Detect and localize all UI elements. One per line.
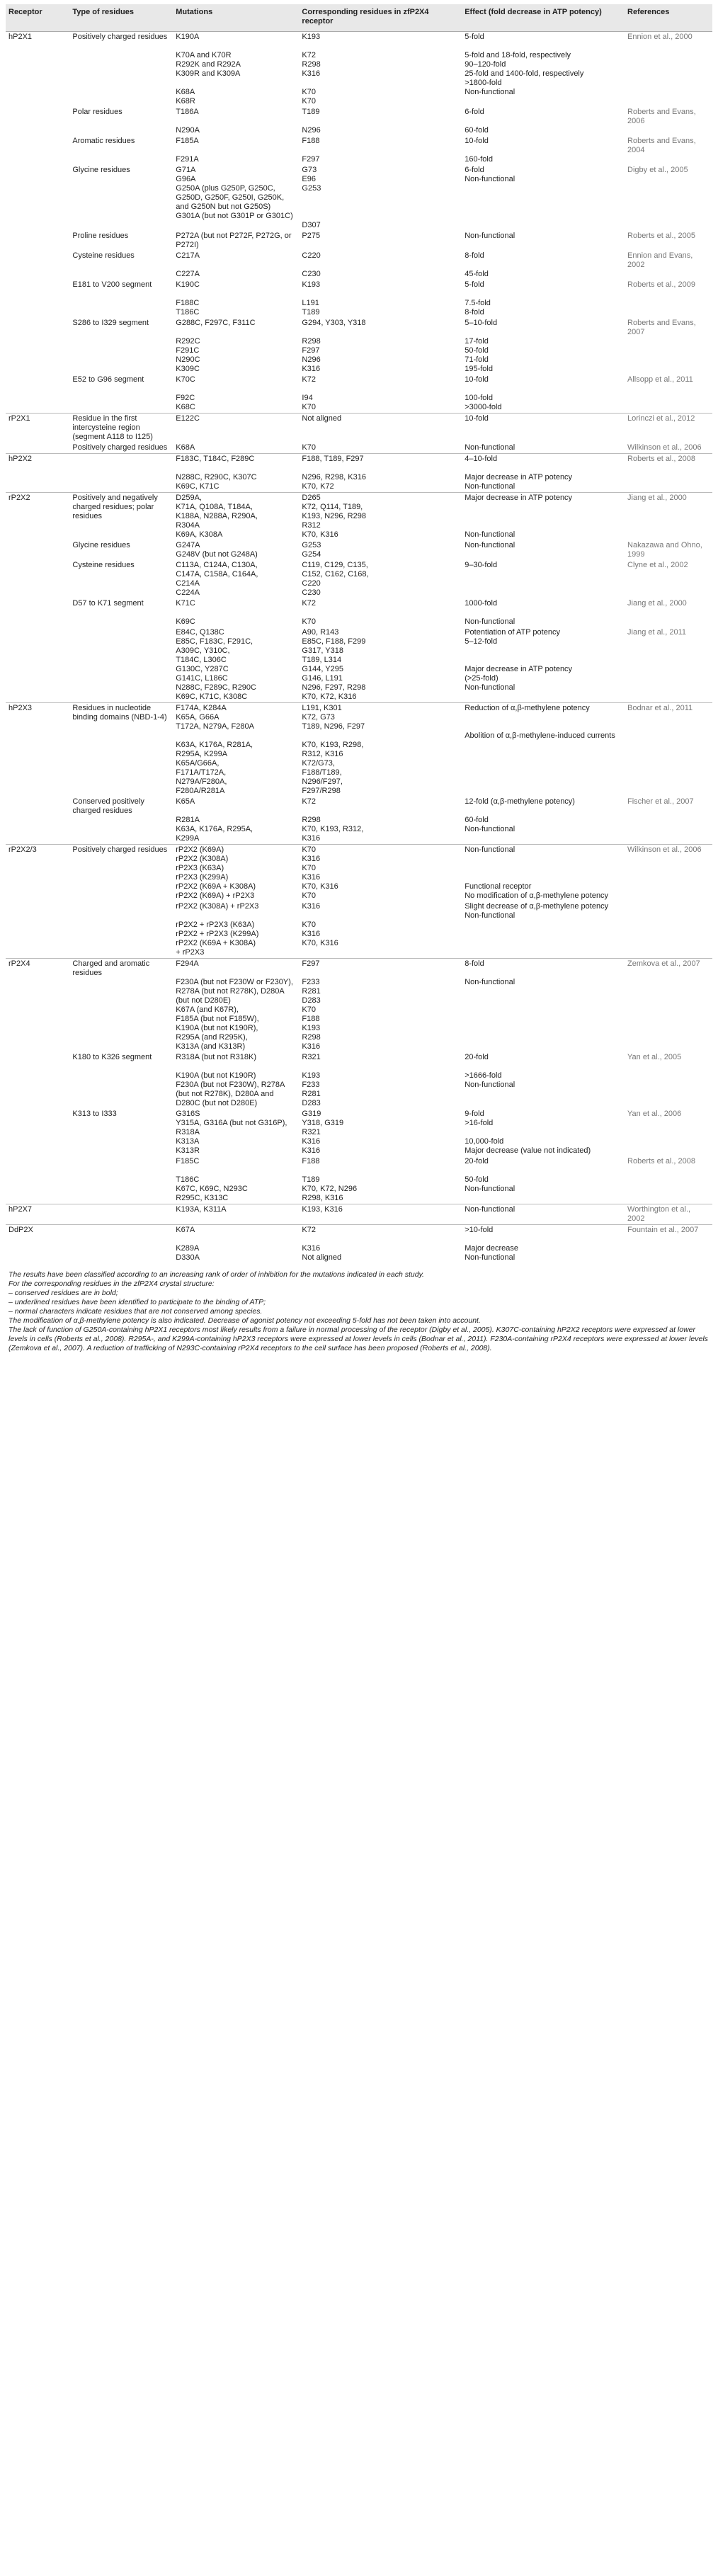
receptor-cell bbox=[6, 598, 69, 627]
type-cell: Positively charged residues bbox=[69, 32, 173, 108]
table-row bbox=[6, 375, 712, 414]
receptor-cell: hP2X7 bbox=[6, 1204, 69, 1225]
residues-cell: K193 K72 R298 K316 K70 K70 bbox=[299, 32, 462, 108]
effect-cell: Non-functional bbox=[465, 232, 515, 240]
residues-cell: K70 bbox=[302, 443, 316, 452]
receptor-cell: DdP2X bbox=[6, 1225, 69, 1264]
type-cell: K180 to K326 segment bbox=[72, 1053, 152, 1061]
residues-cell: G294, Y303, Y318 R298 F297 N296 K316 bbox=[302, 319, 366, 373]
residues-cell: D265 K72, Q114, T189, K193, N296, R298 R312 K70, K316 bbox=[299, 493, 462, 541]
effect-cell: Slight decrease of α,β-methylene potency Non-functional bbox=[465, 902, 609, 920]
reference-cell: Fischer et al., 2007 bbox=[627, 797, 694, 806]
table-footnotes bbox=[6, 1263, 712, 1353]
table-row bbox=[6, 1156, 712, 1204]
type-cell: K313 to I333 bbox=[72, 1110, 117, 1118]
mutations-cell: E84C, Q138C E85C, F183C, F291C, A309C, Y310C, T184C, L306C G130C, Y287C G141C, L186C N288C, F289C, R290C K69C, K71C, K308C bbox=[176, 628, 256, 701]
effect-cell: Non-functional bbox=[465, 443, 515, 452]
header-type: Type of residues bbox=[69, 4, 173, 32]
header-residues: Corresponding residues in zfP2X4 receptor bbox=[299, 4, 462, 32]
type-cell: E181 to V200 segment bbox=[72, 280, 152, 289]
table-row bbox=[6, 414, 712, 443]
effect-cell: 6-fold Non-functional bbox=[465, 166, 515, 183]
receptor-cell bbox=[6, 1052, 69, 1109]
residues-cell: K316 K70 K316 K70, K316 bbox=[302, 902, 338, 947]
receptor-cell bbox=[6, 375, 69, 414]
reference-cell: Ennion and Evans, 2002 bbox=[627, 251, 693, 269]
effect-cell: 9–30-fold bbox=[465, 561, 498, 569]
mutations-cell: G247A G248V (but not G248A) bbox=[176, 541, 258, 559]
table-row bbox=[6, 598, 712, 627]
footnote: – conserved residues are in bold; bbox=[8, 1289, 118, 1297]
residues-cell: K72 I94 K70 bbox=[302, 375, 316, 411]
mutations-cell: F183C, T184C, F289C N288C, R290C, K307C K69C, K71C bbox=[173, 454, 299, 493]
table-row bbox=[6, 32, 712, 108]
residues-cell: K193 L191 T189 bbox=[302, 280, 321, 317]
type-cell: Polar residues bbox=[72, 108, 122, 116]
mutations-cell: C113A, C124A, C130A, C147A, C158A, C164A, C214A C224A bbox=[176, 561, 258, 597]
effect-cell: Potentiation of ATP potency 5–12-fold Major decrease in ATP potency (>25-fold) Non-functional bbox=[465, 628, 573, 692]
effect-cell: Major decrease in ATP potency Non-functional bbox=[462, 493, 625, 541]
mutations-cell: K68A bbox=[176, 443, 195, 452]
mutations-cell: rP2X2 (K69A) rP2X2 (K308A) rP2X3 (K63A) rP2X3 (K299A) rP2X2 (K69A + K308A) rP2X2 (K69A) + rP2X3 bbox=[173, 845, 299, 902]
header-receptor: Receptor bbox=[6, 4, 69, 32]
residues-cell: C119, C129, C135, C152, C162, C168, C220 C230 bbox=[302, 561, 369, 597]
residues-cell: F188, T189, F297 N296, R298, K316 K70, K72 bbox=[299, 454, 462, 493]
type-cell: Residue in the first intercysteine region (segment A118 to I125) bbox=[69, 414, 173, 443]
effect-cell: 8-fold 45-fold bbox=[465, 251, 489, 278]
type-cell: D57 to K71 segment bbox=[72, 599, 144, 608]
effect-cell: 10-fold bbox=[462, 414, 625, 443]
table-row bbox=[6, 540, 712, 560]
receptor-cell bbox=[6, 1156, 69, 1204]
mutations-cell: F294A F230A (but not F230W or F230Y), R278A (but not R278K), D280A (but not D280E) K67A (and K67R), F185A (but not F185W), K190A (but not K190R), R295A (and R295K), K313A (and K313R) bbox=[173, 959, 299, 1053]
receptor-cell: hP2X1 bbox=[6, 32, 69, 108]
effect-cell: 12-fold (α,β-methylene potency) 60-fold Non-functional bbox=[465, 797, 575, 833]
receptor-cell: hP2X3 bbox=[6, 703, 69, 797]
type-cell: S286 to I329 segment bbox=[72, 319, 149, 327]
mutations-cell: C217A C227A bbox=[176, 251, 200, 278]
mutations-cell: T186A N290A bbox=[176, 108, 200, 135]
table-header-row bbox=[6, 4, 712, 32]
type-cell bbox=[69, 901, 173, 959]
footnote: – underlined residues have been identified to participate to the binding of ATP; bbox=[8, 1298, 266, 1306]
receptor-cell bbox=[6, 251, 69, 280]
table-row bbox=[6, 1109, 712, 1156]
reference-cell: Wilkinson et al., 2006 bbox=[625, 845, 712, 902]
type-cell bbox=[69, 1204, 173, 1225]
reference-cell: Allsopp et al., 2011 bbox=[627, 375, 693, 384]
residues-cell: K72 K70 bbox=[302, 599, 316, 626]
reference-cell: Ennion et al., 2000 bbox=[625, 32, 712, 108]
table-row bbox=[6, 1052, 712, 1109]
residues-cell: L191, K301 K72, G73 T189, N296, F297 K70, K193, R298, R312, K316 K72/G73, F188/T189, N296/F297, F297/R298 bbox=[299, 703, 462, 797]
mutations-cell: K193A, K311A bbox=[173, 1204, 299, 1225]
effect-cell: >10-fold Major decrease Non-functional bbox=[462, 1225, 625, 1264]
reference-cell: Roberts and Evans, 2006 bbox=[627, 108, 696, 125]
footnote: The lack of function of G250A-containing hP2X1 receptors most likely results from a failure in normal processing of the receptor (Digby et al., 2005). K307C-containing hP2X2 receptors were expressed at lower levels in cells (Roberts et al., 2008). R295A-, and K299A-containing hP2X3 receptors were expressed at lower levels in cells (Bodnar et al., 2011). F230A-containing rP2X4 receptors were expressed at lower levels (Zemkova et al., 2007). A reduction of trafficking of N293C-containing rP2X4 receptors to the cell surface has been proposed (Roberts et al., 2008). bbox=[8, 1326, 708, 1352]
effect-cell: 20-fold >1666-fold Non-functional bbox=[465, 1053, 515, 1089]
type-cell: Aromatic residues bbox=[72, 137, 135, 145]
residues-cell: K70 K316 K70 K316 K70, K316 K70 bbox=[299, 845, 462, 902]
reference-cell: Roberts et al., 2009 bbox=[627, 280, 696, 289]
table-row bbox=[6, 318, 712, 375]
effect-cell: 8-fold Non-functional bbox=[462, 959, 625, 1053]
mutations-cell: E122C bbox=[173, 414, 299, 443]
mutations-cell: rP2X2 (K308A) + rP2X3 rP2X2 + rP2X3 (K63A) rP2X2 + rP2X3 (K299A) rP2X2 (K69A + K308A) + rP2X3 bbox=[176, 902, 259, 957]
type-cell: Cysteine residues bbox=[72, 561, 135, 569]
header-mutations: Mutations bbox=[173, 4, 299, 32]
effect-cell: 10-fold 160-fold bbox=[465, 137, 493, 164]
mutations-cell: K67A K289A D330A bbox=[173, 1225, 299, 1264]
residues-cell: G73 E96 G253 D307 bbox=[302, 166, 321, 229]
mutations-cell: F185C T186C K67C, K69C, N293C R295C, K313C bbox=[176, 1157, 248, 1202]
reference-cell: Yan et al., 2006 bbox=[627, 1110, 682, 1118]
residues-cell: K72 R298 K70, K193, R312, K316 bbox=[302, 797, 364, 843]
residues-cell: F188 F297 bbox=[302, 137, 320, 164]
table-body bbox=[6, 32, 712, 1264]
type-cell bbox=[69, 454, 173, 493]
type-cell: E52 to G96 segment bbox=[72, 375, 144, 384]
receptor-cell bbox=[6, 136, 69, 165]
reference-cell: Clyne et al., 2002 bbox=[627, 561, 688, 569]
residues-cell: T189 N296 bbox=[302, 108, 321, 135]
type-cell bbox=[69, 627, 173, 703]
reference-cell: Roberts and Evans, 2004 bbox=[627, 137, 696, 154]
type-cell: Proline residues bbox=[72, 232, 129, 240]
receptor-cell bbox=[6, 107, 69, 136]
receptor-cell bbox=[6, 797, 69, 845]
type-cell: Cysteine residues bbox=[72, 251, 135, 260]
table-row bbox=[6, 627, 712, 703]
residues-cell: P275 bbox=[302, 232, 321, 240]
residues-cell: G253 G254 bbox=[302, 541, 321, 559]
table-row bbox=[6, 901, 712, 959]
receptor-cell bbox=[6, 1109, 69, 1156]
mutations-cell: G71A G96A G250A (plus G250P, G250C, G250D, G250F, G250I, G250K, and G250N but not G250S) G301A (but not G301P or G301C) bbox=[176, 166, 293, 220]
type-cell: Glycine residues bbox=[72, 541, 130, 549]
header-effect: Effect (fold decrease in ATP potency) bbox=[462, 4, 625, 32]
reference-cell bbox=[625, 901, 712, 959]
effect-cell: Reduction of α,β-methylene potency Abolition of α,β-methylene-induced currents bbox=[462, 703, 625, 797]
effect-cell: 9-fold >16-fold 10,000-fold Major decrease (value not indicated) bbox=[465, 1110, 591, 1155]
type-cell: Positively charged residues bbox=[69, 845, 173, 902]
reference-cell: Bodnar et al., 2011 bbox=[625, 703, 712, 797]
table-row bbox=[6, 454, 712, 493]
residues-cell: K72 K316 Not aligned bbox=[299, 1225, 462, 1264]
reference-cell: Yan et al., 2005 bbox=[627, 1053, 682, 1061]
mutations-cell: G288C, F297C, F311C R292C F291C N290C K309C bbox=[176, 319, 256, 373]
effect-cell: Non-functional bbox=[465, 541, 515, 549]
reference-cell: Nakazawa and Ohno, 1999 bbox=[627, 541, 702, 559]
effect-cell: 4–10-fold Major decrease in ATP potency Non-functional bbox=[462, 454, 625, 493]
mutations-table bbox=[6, 4, 712, 1263]
effect-cell: 5-fold 5-fold and 18-fold, respectively 90–120-fold 25-fold and 1400-fold, respectively >1800-fold Non-functional bbox=[462, 32, 625, 108]
type-cell bbox=[69, 1156, 173, 1204]
type-cell: Charged and aromatic residues bbox=[69, 959, 173, 1053]
receptor-cell: rP2X2 bbox=[6, 493, 69, 541]
table-row bbox=[6, 959, 712, 1053]
reference-cell: Digby et al., 2005 bbox=[627, 166, 688, 174]
receptor-cell bbox=[6, 318, 69, 375]
mutations-cell: G316S Y315A, G316A (but not G316P), R318A K313A K313R bbox=[176, 1110, 287, 1155]
footnote: The results have been classified according to an increasing rank of order of inhibition for the mutations indicated in each study. bbox=[8, 1270, 424, 1279]
reference-cell: Worthington et al., 2002 bbox=[625, 1204, 712, 1225]
reference-cell: Roberts et al., 2008 bbox=[627, 1157, 696, 1166]
type-cell: Residues in nucleotide binding domains (NBD-1-4) bbox=[69, 703, 173, 797]
residues-cell: F188 T189 K70, K72, N296 R298, K316 bbox=[302, 1157, 358, 1202]
mutations-cell: K190C F188C T186C bbox=[176, 280, 200, 317]
residues-cell: A90, R143 E85C, F188, F299 G317, Y318 T189, L314 G144, Y295 G146, L191 N296, F297, R298 K70, K72, K316 bbox=[302, 628, 366, 701]
receptor-cell: rP2X4 bbox=[6, 959, 69, 1053]
receptor-cell: rP2X2/3 bbox=[6, 845, 69, 902]
receptor-cell bbox=[6, 901, 69, 959]
receptor-cell bbox=[6, 627, 69, 703]
receptor-cell: hP2X2 bbox=[6, 454, 69, 493]
reference-cell: Wilkinson et al., 2006 bbox=[627, 443, 702, 452]
footnote: The modification of α,β-methylene potency is also indicated. Decrease of agonist potency not exceeding 5-fold has not been taken into account. bbox=[8, 1316, 481, 1325]
table-row bbox=[6, 703, 712, 797]
residues-cell: G319 Y318, G319 R321 K316 K316 bbox=[302, 1110, 344, 1155]
reference-cell: Jiang et al., 2000 bbox=[627, 599, 687, 608]
reference-cell: Zemkova et al., 2007 bbox=[625, 959, 712, 1053]
residues-cell: Not aligned bbox=[299, 414, 462, 443]
table-row bbox=[6, 251, 712, 280]
mutations-cell: K70C F92C K68C bbox=[176, 375, 195, 411]
mutations-cell: D259A, K71A, Q108A, T184A, K188A, N288A, R290A, R304A K69A, K308A bbox=[173, 493, 299, 541]
residues-cell: K193, K316 bbox=[299, 1204, 462, 1225]
footnote: For the corresponding residues in the zfP2X4 crystal structure: bbox=[8, 1280, 215, 1288]
table-row bbox=[6, 165, 712, 231]
receptor-cell bbox=[6, 540, 69, 560]
receptor-cell bbox=[6, 280, 69, 318]
mutations-cell: R318A (but not R318K) K190A (but not K190R) F230A (but not F230W), R278A (but not R278K), D280A and D280C (but not D280E) bbox=[176, 1053, 285, 1107]
table-row bbox=[6, 797, 712, 845]
residues-cell: C220 C230 bbox=[302, 251, 321, 278]
table-row bbox=[6, 560, 712, 598]
reference-cell: Roberts et al., 2005 bbox=[627, 232, 696, 240]
table-row bbox=[6, 231, 712, 251]
receptor-cell bbox=[6, 443, 69, 454]
residues-cell: F297 F233 R281 D283 K70 F188 K193 R298 K316 bbox=[299, 959, 462, 1053]
residues-cell: R321 K193 F233 R281 D283 bbox=[302, 1053, 321, 1107]
receptor-cell: rP2X1 bbox=[6, 414, 69, 443]
effect-cell: 6-fold 60-fold bbox=[465, 108, 489, 135]
effect-cell: 20-fold 50-fold Non-functional bbox=[465, 1157, 515, 1193]
reference-cell: Roberts and Evans, 2007 bbox=[627, 319, 696, 336]
mutations-cell: K65A R281A K63A, K176A, R295A, K299A bbox=[176, 797, 253, 843]
type-cell: Positively and negatively charged residues; polar residues bbox=[69, 493, 173, 541]
effect-cell: 5-fold 7.5-fold 8-fold bbox=[465, 280, 491, 317]
type-cell: Glycine residues bbox=[72, 166, 130, 174]
receptor-cell bbox=[6, 165, 69, 231]
reference-cell: Roberts et al., 2008 bbox=[625, 454, 712, 493]
reference-cell: Jiang et al., 2000 bbox=[625, 493, 712, 541]
type-cell bbox=[69, 1225, 173, 1264]
table-row bbox=[6, 845, 712, 902]
table-row bbox=[6, 493, 712, 541]
table-row bbox=[6, 1225, 712, 1264]
mutations-cell: K71C K69C bbox=[176, 599, 195, 626]
table-row bbox=[6, 1204, 712, 1225]
type-cell: Positively charged residues bbox=[72, 443, 168, 452]
table-row bbox=[6, 280, 712, 318]
table-row bbox=[6, 107, 712, 136]
effect-cell: 10-fold 100-fold >3000-fold bbox=[465, 375, 502, 411]
receptor-cell bbox=[6, 560, 69, 598]
reference-cell: Jiang et al., 2011 bbox=[627, 628, 686, 637]
reference-cell: Fountain et al., 2007 bbox=[625, 1225, 712, 1264]
type-cell: Conserved positively charged residues bbox=[72, 797, 144, 815]
table-row bbox=[6, 443, 712, 454]
footnote: – normal characters indicate residues that are not conserved among species. bbox=[8, 1307, 263, 1316]
effect-cell: 5–10-fold 17-fold 50-fold 71-fold 195-fold bbox=[465, 319, 498, 373]
effect-cell: Non-functional Functional receptor No modification of α,β-methylene potency bbox=[462, 845, 625, 902]
effect-cell: 1000-fold Non-functional bbox=[465, 599, 515, 626]
mutations-cell: P272A (but not P272F, P272G, or P272I) bbox=[176, 232, 292, 249]
mutations-cell: F185A F291A bbox=[176, 137, 199, 164]
header-references: References bbox=[625, 4, 712, 32]
reference-cell: Lorinczi et al., 2012 bbox=[625, 414, 712, 443]
mutations-cell: F174A, K284A K65A, G66A T172A, N279A, F280A K63A, K176A, R281A, R295A, K299A K65A/G66A, F171A/T172A, N279A/F280A, F280A/R281A bbox=[173, 703, 299, 797]
table-row bbox=[6, 136, 712, 165]
effect-cell: Non-functional bbox=[462, 1204, 625, 1225]
mutations-cell: K190A K70A and K70R R292K and R292A K309R and K309A K68A K68R bbox=[173, 32, 299, 108]
receptor-cell bbox=[6, 231, 69, 251]
